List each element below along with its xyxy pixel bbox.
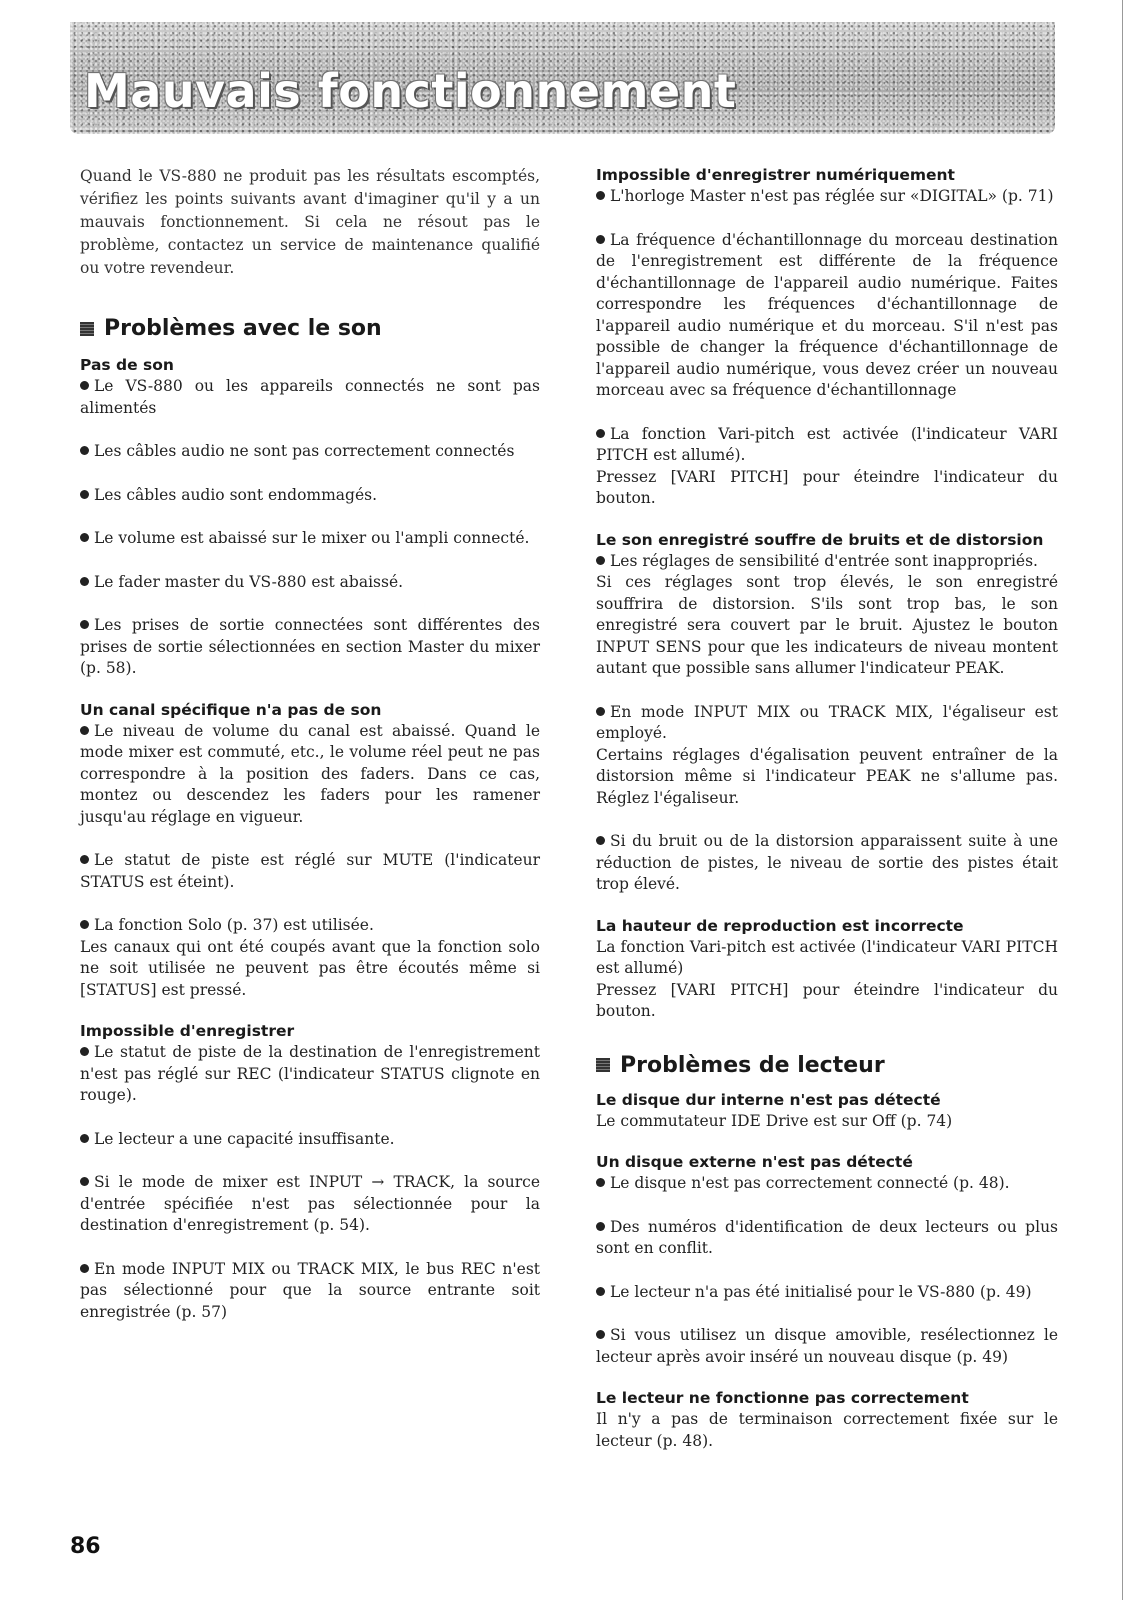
list-item: Le volume est abaissé sur le mixer ou l'ampli connecté. [80, 528, 540, 550]
bullet-icon [80, 1047, 89, 1056]
section-title-son [80, 316, 540, 341]
list-item: La fonction Vari-pitch est activée (l'indicateur VARI PITCH est allumé). [596, 424, 1058, 464]
list-item: La fréquence d'échantillonnage du morceau destination de l'enregistrement est différente de la fréquence d'échantillonnage de l'appareil audio numérique. Faites correspondre les fréquences d'échantillonnage de l'appareil audio numérique et du morceau. S'il n'est pas possible de changer la fréquence d'échantillonnage de l'appareil audio numérique, vous devez créer un nouveau morceau avec sa fréquence d'échantillonnage [596, 230, 1058, 399]
bullet-icon [80, 446, 89, 455]
body-text: Le commutateur IDE Drive est sur Off (p. 74) [596, 1111, 953, 1130]
list-item: Les réglages de sensibilité d'entrée sont inappropriés. [596, 551, 1058, 573]
note-text: Les canaux qui ont été coupés avant que la fonction solo ne soit utilisée ne peuvent pas être écoutés même si [STATUS] est pressé. [80, 937, 540, 999]
list-item: Le disque n'est pas correctement connecté (p. 48). [596, 1173, 1058, 1195]
list-item: Le fader master du VS-880 est abaissé. [80, 572, 540, 594]
subheading-bruits: Le son enregistré souffre de bruits et de distorsion [596, 530, 1044, 549]
list-item: Le statut de piste de la destination de l'enregistrement n'est pas réglé sur REC (l'indicateur STATUS clignote en rouge). [80, 1043, 540, 1104]
bullet-icon [80, 381, 89, 390]
body-text: Pressez [VARI PITCH] pour éteindre l'indicateur du bouton. [596, 980, 1058, 1020]
bullet-icon [80, 577, 89, 586]
bullet-icon [596, 1287, 605, 1296]
section-title-lecteur-text: Problèmes de lecteur [620, 1052, 885, 1078]
subheading-externe: Un disque externe n'est pas détecté [596, 1153, 913, 1171]
list-item: Le VS-880 ou les appareils connectés ne sont pas alimentés [80, 377, 540, 417]
bullet-icon [596, 191, 605, 200]
bullet-icon [596, 556, 605, 565]
subheading-hauteur: La hauteur de reproduction est incorrecte [596, 916, 964, 935]
page-number: 86 [70, 1534, 101, 1559]
list-item: Des numéros d'identification de deux lecteurs ou plus sont en conflit. [596, 1217, 1058, 1257]
body-text: Il n'y a pas de terminaison correctement fixée sur le lecteur (p. 48). [596, 1410, 1058, 1450]
list-item: Le niveau de volume du canal est abaissé. Quand le mode mixer est commuté, etc., le volume réel peut ne pas correspondre à la position des faders. Dans ce cas, montez ou descendez les faders pour les ramener jusqu'au réglage en vigueur. [80, 721, 540, 826]
bullet-icon [596, 707, 605, 716]
bullet-icon [80, 490, 89, 499]
intro-paragraph: Quand le VS-880 ne produit pas les résultats escomptés, vérifiez les points suivants avant d'imaginer qu'il y a un mauvais fonctionnement. Si cela ne résout pas le problème, contactez un service de maintenance qualifié ou votre revendeur. [80, 167, 540, 277]
subheading-interne: Le disque dur interne n'est pas détecté [596, 1090, 941, 1109]
bullet-icon [596, 429, 605, 438]
bullet-icon [80, 1264, 89, 1273]
list-item: Le statut de piste est réglé sur MUTE (l'indicateur STATUS est éteint). [80, 851, 540, 891]
bullet-icon [596, 1330, 605, 1339]
bullet-icon [596, 235, 605, 244]
list-item: Le lecteur a une capacité insuffisante. [80, 1129, 540, 1151]
bullet-icon [80, 1177, 89, 1186]
list-item: L'horloge Master n'est pas réglée sur «DIGITAL» (p. 71) [596, 186, 1058, 208]
note-text: Certains réglages d'égalisation peuvent entraîner de la distorsion même si l'indicateur PEAK ne s'allume pas. Réglez l'égaliseur. [596, 745, 1058, 807]
list-item: Les prises de sortie connectées sont différentes des prises de sortie sélectionnées en section Master du mixer (p. 58). [80, 616, 540, 677]
note-text: Si ces réglages sont trop élevés, le son enregistré souffrira de distorsion. S'ils sont trop bas, le son enregistré sera couvert par le bruit. Ajustez le bouton INPUT SENS pour que les indicateurs de niveau montent autant que possible sans allumer l'indicateur PEAK. [596, 573, 1058, 677]
list-item: En mode INPUT MIX ou TRACK MIX, l'égaliseur est employé. [596, 702, 1058, 742]
bullet-icon [80, 726, 89, 735]
bullet-icon [596, 1222, 605, 1231]
subheading-numerique: Impossible d'enregistrer numériquement [596, 166, 955, 184]
bullet-icon [80, 1134, 89, 1143]
subheading-fonctionne: Le lecteur ne fonctionne pas correctement [596, 1389, 969, 1407]
subheading-enregistrer: Impossible d'enregistrer [80, 1022, 295, 1040]
list-item: Si le mode de mixer est INPUT → TRACK, la source d'entrée spécifiée n'est pas sélectionnée pour la destination d'enregistrement (p. 54). [80, 1173, 540, 1234]
bullet-icon [80, 620, 89, 629]
list-item: Les câbles audio ne sont pas correctement connectés [80, 441, 540, 463]
right-column [596, 165, 1058, 1452]
section-square-icon [596, 1058, 610, 1072]
left-column [80, 165, 540, 1323]
section-square-icon [80, 322, 94, 336]
title-banner [70, 22, 1055, 134]
bullet-icon [80, 855, 89, 864]
list-item: La fonction Solo (p. 37) est utilisée. [80, 915, 540, 937]
list-item: Si du bruit ou de la distorsion apparaissent suite à une réduction de pistes, le niveau de sortie des pistes était trop élevé. [596, 832, 1058, 893]
page-edge-line [1122, 0, 1123, 1600]
bullet-icon [80, 533, 89, 542]
section-title-lecteur [596, 1053, 1058, 1078]
section-title-son-text: Problèmes avec le son [104, 316, 382, 341]
note-text: Pressez [VARI PITCH] pour éteindre l'indicateur du bouton. [596, 467, 1058, 507]
list-item: Le lecteur n'a pas été initialisé pour le VS-880 (p. 49) [596, 1282, 1058, 1304]
bullet-icon [596, 1178, 605, 1187]
list-item: Les câbles audio sont endommagés. [80, 485, 540, 507]
bullet-icon [80, 920, 89, 929]
subheading-canal: Un canal spécifique n'a pas de son [80, 700, 382, 719]
page-title: Mauvais fonctionnement [84, 64, 737, 118]
list-item: Si vous utilisez un disque amovible, resélectionnez le lecteur après avoir inséré un nouveau disque (p. 49) [596, 1326, 1058, 1366]
subheading-pas-de-son: Pas de son [80, 356, 174, 374]
bullet-icon [596, 836, 605, 845]
list-item: En mode INPUT MIX ou TRACK MIX, le bus REC n'est pas sélectionné pour que la source entrante soit enregistrée (p. 57) [80, 1259, 540, 1321]
body-text: La fonction Vari-pitch est activée (l'indicateur VARI PITCH est allumé) [596, 937, 1058, 977]
